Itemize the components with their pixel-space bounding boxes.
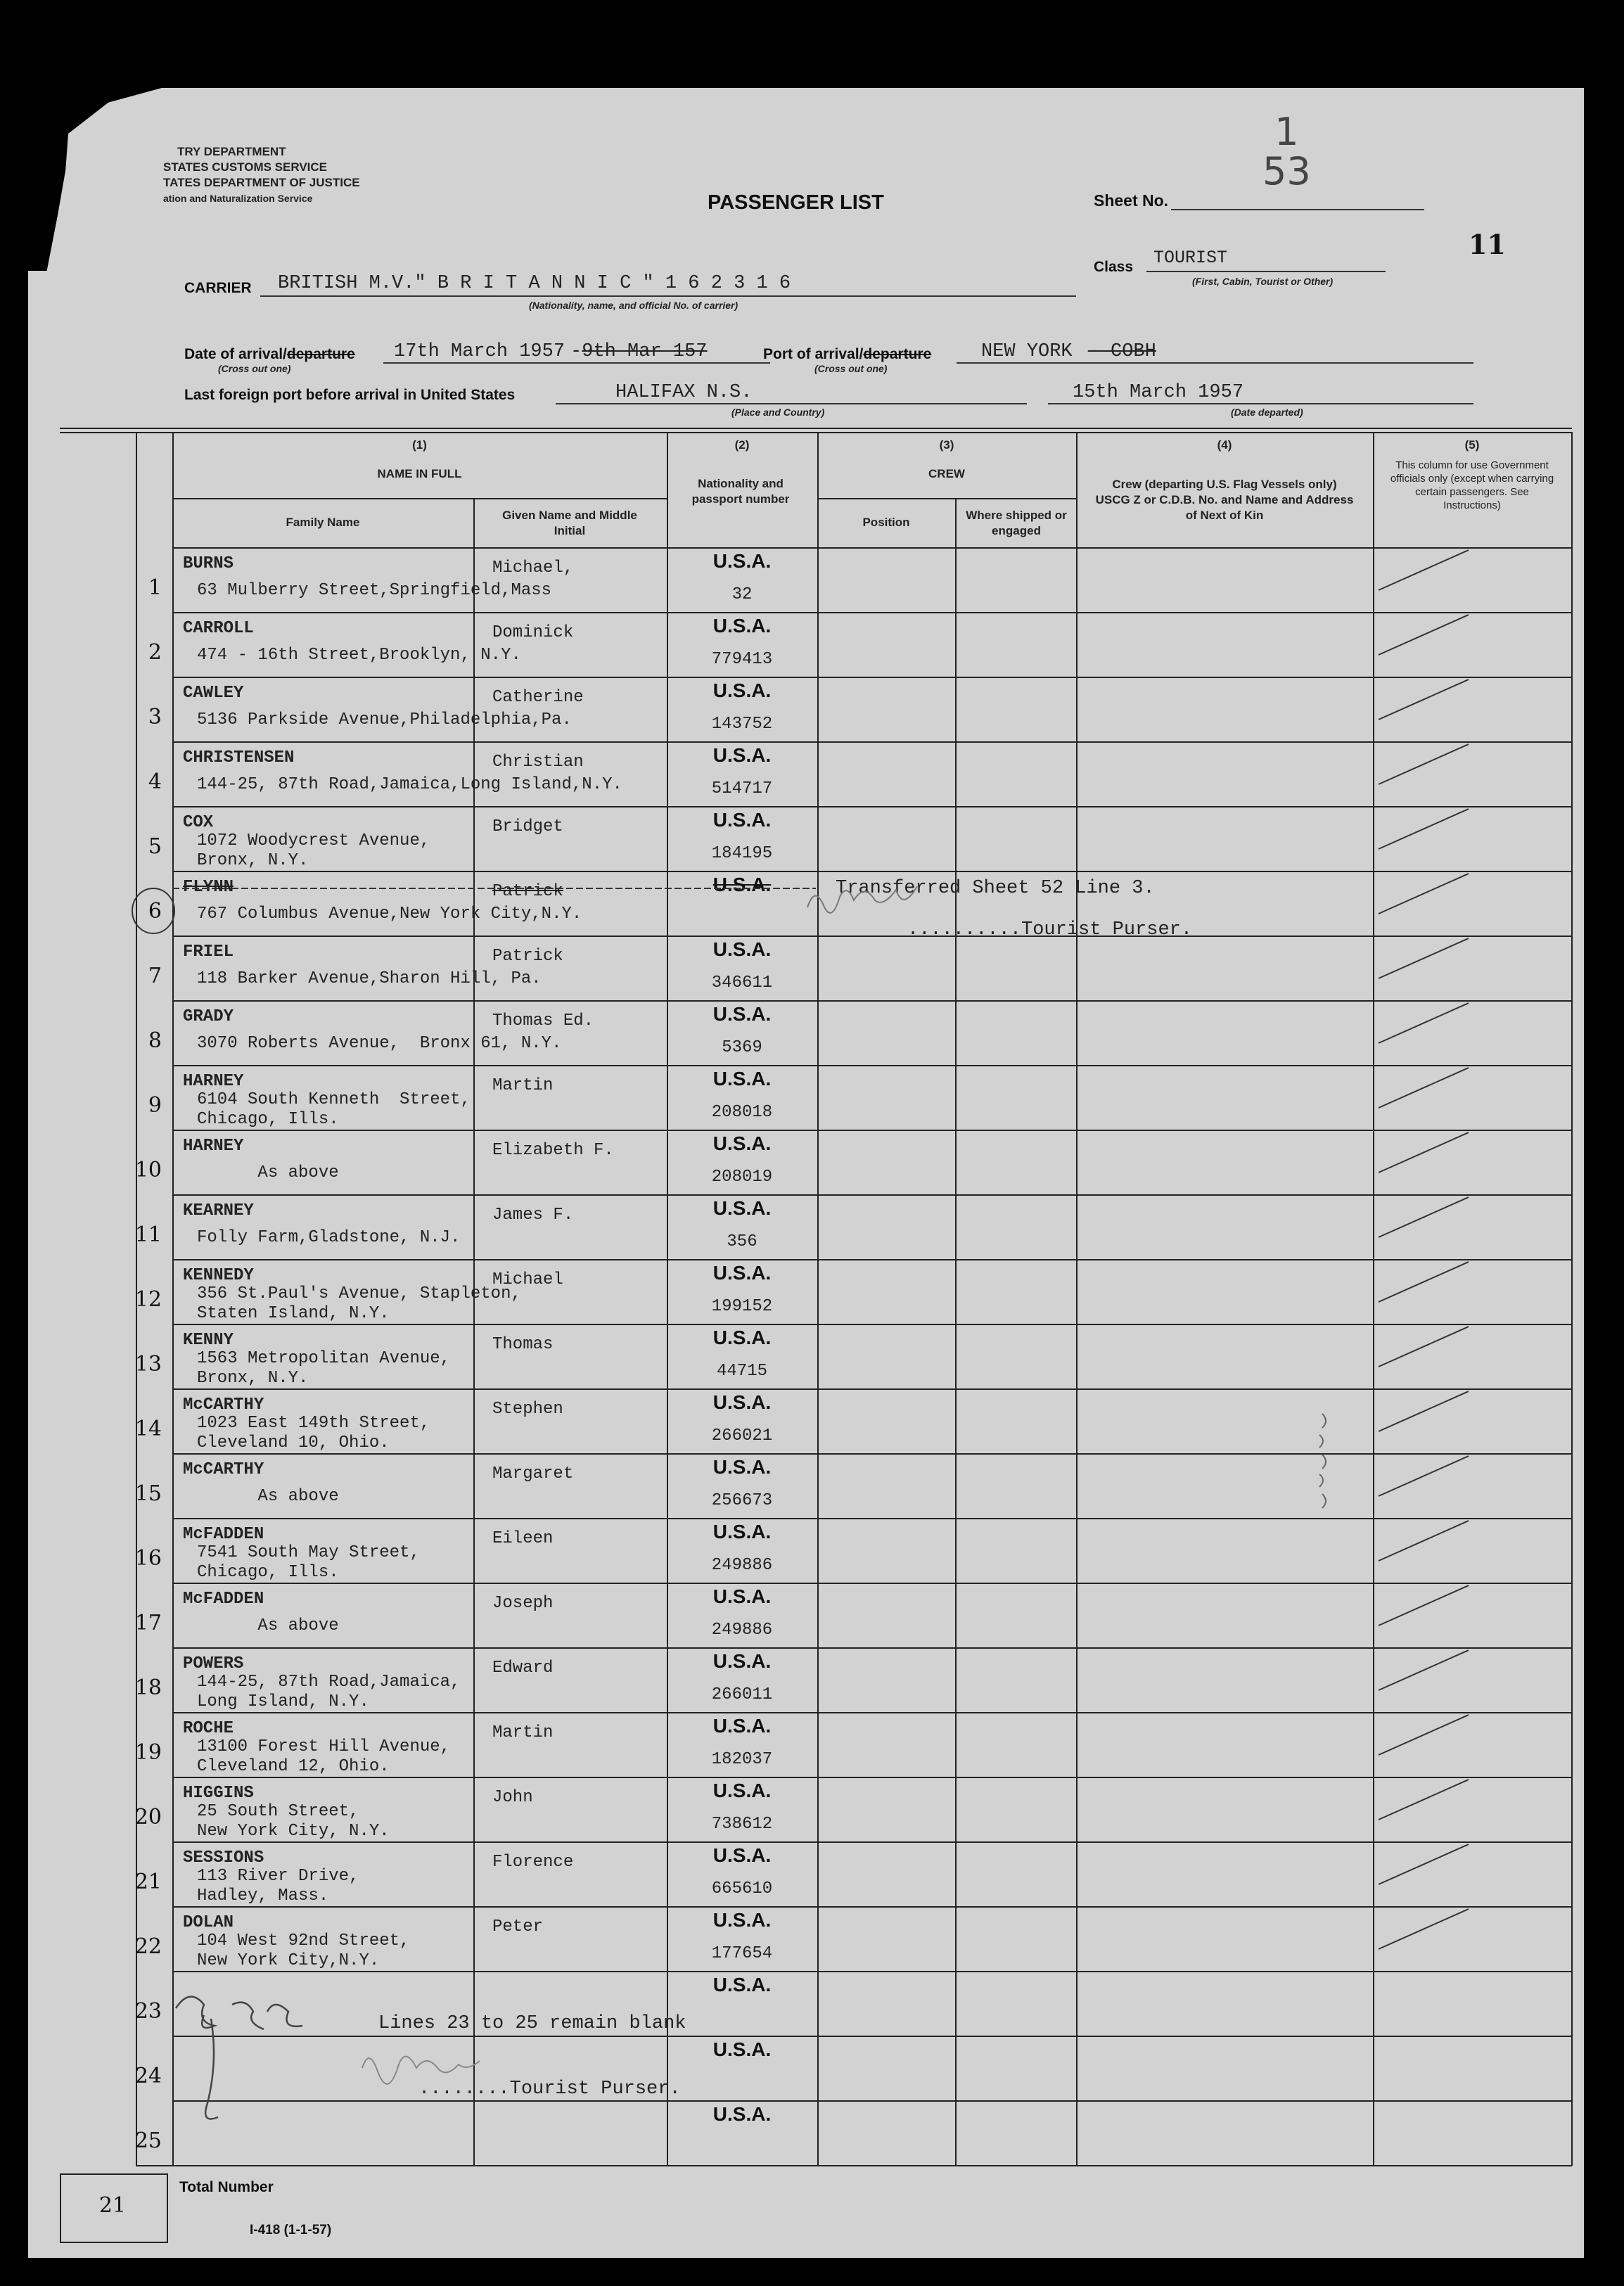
passport-number: 184195 — [711, 844, 773, 863]
row-number: 5 — [148, 834, 162, 859]
nationality: U.S.A. — [712, 938, 772, 960]
line6-circle — [132, 888, 174, 933]
address: 356 St.Paul's Avenue, Stapleton, Staten Island, N.Y. — [197, 1284, 521, 1323]
sheet-no: 53 — [1262, 149, 1311, 193]
address: 63 Mulberry Street,Springfield,Mass — [197, 581, 552, 600]
address: 118 Barker Avenue,Sharon Hill, Pa. — [197, 969, 542, 988]
passport-number: 779413 — [711, 650, 773, 669]
given-name: Catherine — [492, 688, 584, 707]
nationality: U.S.A. — [712, 1456, 772, 1478]
transferred-note: Transferred Sheet 52 Line 3. — [836, 878, 1155, 899]
arrival-date: 17th March 1957 — [394, 341, 565, 362]
family-name: McCARTHY — [183, 1396, 264, 1415]
nationality: U.S.A. — [712, 2038, 772, 2060]
port-hint: (Cross out one) — [814, 363, 888, 374]
family-name: HIGGINS — [183, 1784, 254, 1803]
given-name: Joseph — [492, 1594, 554, 1613]
given-header: Given Name and Middle Initial — [502, 509, 637, 537]
family-name: BURNS — [183, 554, 234, 573]
address: 3070 Roberts Avenue, Bronx 61, N.Y. — [197, 1034, 562, 1053]
nationality: U.S.A. — [712, 1974, 772, 1996]
given-name: John — [492, 1788, 533, 1807]
given-name: Martin — [492, 1076, 554, 1095]
family-name: CAWLEY — [183, 684, 244, 703]
row-number: 16 — [134, 1546, 162, 1571]
family-name: GRADY — [183, 1007, 234, 1026]
given-name: Christian — [492, 753, 584, 772]
nationality: U.S.A. — [712, 1585, 772, 1607]
row-number: 3 — [148, 705, 162, 729]
row-number: 7 — [148, 964, 162, 988]
address: 1072 Woodycrest Avenue, Bronx, N.Y. — [197, 831, 430, 870]
passport-number: 665610 — [711, 1879, 773, 1898]
row-number: 20 — [134, 1805, 162, 1830]
blank-lines-note: Lines 23 to 25 remain blank — [378, 2013, 686, 2034]
col3-number: (3) — [939, 438, 954, 452]
nationality: U.S.A. — [712, 1844, 772, 1866]
family-name: McCARTHY — [183, 1460, 264, 1479]
given-name: Thomas — [492, 1335, 554, 1354]
given-name: Margaret — [492, 1464, 574, 1483]
passport-number: 199152 — [711, 1297, 773, 1316]
nationality: U.S.A. — [712, 1132, 772, 1154]
nationality: U.S.A. — [712, 1327, 772, 1348]
nationality: U.S.A. — [712, 615, 772, 637]
place-hint: (Place and Country) — [731, 407, 825, 418]
address: Folly Farm,Gladstone, N.J. — [197, 1228, 461, 1247]
col5-number: (5) — [1464, 438, 1480, 452]
family-name: ROCHE — [183, 1719, 234, 1738]
given-name: Martin — [492, 1723, 554, 1742]
row-number: 24 — [134, 2064, 162, 2088]
nationality: U.S.A. — [712, 1262, 772, 1284]
passport-number: 182037 — [711, 1750, 773, 1769]
nationality: U.S.A. — [712, 550, 772, 572]
address: 5136 Parkside Avenue,Philadelphia,Pa. — [197, 710, 572, 729]
passport-number: 208019 — [711, 1168, 773, 1187]
address: 6104 South Kenneth Street, Chicago, Ills. — [197, 1090, 471, 1129]
address: As above — [197, 1163, 339, 1182]
nationality: U.S.A. — [712, 744, 772, 766]
family-name: SESSIONS — [183, 1848, 264, 1867]
date-departed-hint: (Date departed) — [1231, 407, 1303, 418]
address: 474 - 16th Street,Brooklyn, N.Y. — [197, 646, 521, 665]
page-title: PASSENGER LIST — [708, 191, 884, 214]
row-number: 17 — [134, 1611, 162, 1635]
given-name: Michael — [492, 1270, 563, 1289]
row-number: 21 — [134, 1870, 162, 1894]
passport-number: 143752 — [711, 715, 773, 734]
family-name: McFADDEN — [183, 1525, 264, 1544]
nationality: U.S.A. — [712, 2103, 772, 2125]
shipped-header: Where shipped or engaged — [966, 509, 1067, 537]
passport-number: 44715 — [716, 1362, 767, 1381]
address: 113 River Drive, Hadley, Mass. — [197, 1867, 359, 1905]
sheet-label: Sheet No. — [1094, 191, 1169, 210]
row-number: 22 — [134, 1934, 162, 1959]
departure-word: departure — [286, 346, 355, 362]
arrival-value: 17th March 1957 -9th Mar 157 — [394, 341, 708, 362]
row-number: 9 — [148, 1093, 162, 1118]
arrival-struck: 9th Mar 157 — [582, 341, 708, 362]
given-name: Stephen — [492, 1400, 563, 1419]
carrier-value: BRITISH M.V." B R I T A N N I C " 1 6 2 3 1 6 — [278, 273, 791, 294]
form-number: I-418 (1-1-57) — [250, 2223, 332, 2237]
passport-number: 266021 — [711, 1426, 773, 1445]
last-port-label: Last foreign port before arrival in United States — [184, 387, 516, 403]
signature-1 — [807, 886, 917, 913]
port-struck: - COBH — [1087, 341, 1156, 362]
address: As above — [197, 1487, 339, 1506]
dept-line-1: TRY DEPARTMENT — [177, 145, 286, 158]
row-number: 6 — [148, 899, 162, 924]
nationality: U.S.A. — [712, 1521, 772, 1543]
family-name: KENNEDY — [183, 1266, 254, 1285]
passport-number: 208018 — [711, 1103, 773, 1122]
given-name: Elizabeth F. — [492, 1141, 614, 1160]
row-number: 8 — [148, 1028, 162, 1053]
dept-line-2: STATES CUSTOMS SERVICE — [163, 160, 328, 174]
col4-title: Crew (departing U.S. Flag Vessels only) USCG Z or C.D.B. No. and Name and Address of Next of Kin — [1095, 478, 1354, 522]
passport-number: 738612 — [711, 1815, 773, 1834]
address: 144-25, 87th Road,Jamaica,Long Island,N.Y. — [197, 775, 622, 794]
nationality: U.S.A. — [712, 1391, 772, 1413]
given-name: Dominick — [492, 623, 574, 642]
margin-marks — [1319, 1414, 1326, 1508]
class-label: Class — [1094, 259, 1134, 275]
class-hint: (First, Cabin, Tourist or Other) — [1192, 276, 1334, 287]
family-name: HARNEY — [183, 1072, 244, 1091]
col1-title: NAME IN FULL — [377, 467, 462, 480]
dept-line-3: TATES DEPARTMENT OF JUSTICE — [163, 176, 360, 189]
family-name: KEARNEY — [183, 1201, 254, 1220]
family-name: POWERS — [183, 1654, 244, 1673]
row-number: 1 — [148, 575, 162, 600]
address: 1563 Metropolitan Avenue, Bronx, N.Y. — [197, 1349, 451, 1388]
given-name: Bridget — [492, 817, 563, 836]
nationality: U.S.A. — [712, 1909, 772, 1931]
port-arrival: NEW YORK — [981, 341, 1073, 362]
carrier-hint: (Nationality, name, and official No. of carrier) — [529, 300, 739, 311]
col4-number: (4) — [1217, 438, 1232, 452]
arrival-hint: (Cross out one) — [218, 363, 291, 374]
port-word: Port of arrival/ — [763, 346, 864, 362]
col2-title: Nationality and passport number — [691, 477, 790, 506]
row-number: 23 — [134, 1999, 162, 2024]
handwritten-initials — [176, 1997, 302, 2119]
col1-number: (1) — [412, 438, 427, 452]
family-name: HARNEY — [183, 1137, 244, 1156]
col3-title: CREW — [928, 467, 965, 480]
last-port-value: HALIFAX N.S. — [615, 382, 753, 403]
family-name: FLYNN — [183, 878, 234, 897]
family-name: DOLAN — [183, 1913, 234, 1932]
family-name: CARROLL — [183, 619, 254, 638]
total-value: 21 — [98, 2193, 127, 2218]
passport-number: 249886 — [711, 1556, 773, 1575]
family-name: KENNY — [183, 1331, 234, 1350]
family-name: McFADDEN — [183, 1590, 264, 1609]
dept-line-4: ation and Naturalization Service — [163, 193, 313, 204]
nationality: U.S.A. — [712, 1003, 772, 1025]
nationality: U.S.A. — [712, 1068, 772, 1090]
given-name: Eileen — [492, 1529, 554, 1548]
date-departed-value: 15th March 1957 — [1073, 382, 1244, 403]
nationality: U.S.A. — [712, 679, 772, 701]
port-departure-word: departure — [863, 346, 932, 362]
passport-number: 177654 — [711, 1944, 773, 1963]
passport-number: 32 — [731, 585, 753, 604]
row-number: 15 — [134, 1481, 162, 1506]
passport-number: 356 — [727, 1232, 757, 1251]
address: 144-25, 87th Road,Jamaica, Long Island, N.Y. — [197, 1673, 461, 1711]
given-name: Peter — [492, 1917, 544, 1936]
signature-2 — [362, 2057, 480, 2084]
row-number: 18 — [134, 1675, 162, 1700]
address: As above — [197, 1616, 339, 1635]
family-header: Family Name — [286, 516, 360, 529]
passport-number: 256673 — [711, 1491, 773, 1510]
address: 1023 East 149th Street, Cleveland 10, Ohio. — [197, 1414, 430, 1452]
given-name: James F. — [492, 1206, 574, 1225]
passport-number: 266011 — [711, 1685, 773, 1704]
col2-number: (2) — [734, 438, 750, 452]
row-number: 13 — [134, 1352, 162, 1377]
nationality: U.S.A. — [712, 809, 772, 831]
passport-number: 5369 — [722, 1038, 762, 1057]
family-name: CHRISTENSEN — [183, 748, 295, 767]
given-name: Michael, — [492, 558, 574, 577]
row-number: 2 — [148, 640, 162, 665]
purser-note-1: ..........Tourist Purser. — [907, 919, 1193, 940]
row-number: 12 — [134, 1287, 162, 1312]
row-number: 25 — [134, 2128, 162, 2153]
class-value: TOURIST — [1153, 248, 1228, 268]
total-label: Total Number — [179, 2179, 274, 2195]
nationality: U.S.A. — [712, 1650, 772, 1672]
family-name: COX — [183, 813, 214, 832]
passport-number: 346611 — [711, 973, 773, 992]
row-number: 11 — [134, 1222, 162, 1247]
carrier-label: CARRIER — [184, 280, 252, 296]
address: 7541 South May Street, Chicago, Ills. — [197, 1543, 420, 1582]
address: 25 South Street, New York City, N.Y. — [197, 1802, 390, 1841]
given-name: Patrick — [492, 947, 563, 966]
row-number: 14 — [134, 1417, 162, 1441]
sheet-top: 1 — [1274, 110, 1299, 154]
col5-title: This column for use Government officials only (except when carrying certain passengers. See Instructions) — [1390, 459, 1554, 511]
arrival-word: Date of arrival/ — [184, 346, 287, 362]
row-number: 10 — [134, 1158, 162, 1182]
family-name: FRIEL — [183, 943, 234, 962]
nationality: U.S.A. — [712, 1715, 772, 1737]
given-name: Thomas Ed. — [492, 1011, 594, 1030]
nationality: U.S.A. — [712, 1780, 772, 1801]
given-name: Florence — [492, 1853, 574, 1872]
given-name: Edward — [492, 1659, 554, 1678]
row-number: 4 — [148, 770, 162, 794]
row-number: 19 — [134, 1740, 162, 1765]
nationality: U.S.A. — [712, 874, 772, 895]
position-header: Position — [862, 516, 910, 529]
nationality: U.S.A. — [712, 1197, 772, 1219]
address: 104 West 92nd Street, New York City,N.Y. — [197, 1931, 410, 1970]
purser-note-2: ........Tourist Purser. — [418, 2079, 681, 2100]
passport-number: 249886 — [711, 1621, 773, 1640]
corner-number: 11 — [1469, 229, 1506, 260]
given-name: Patrick — [492, 882, 563, 901]
passport-number: 514717 — [711, 779, 773, 798]
address: 13100 Forest Hill Avenue, Cleveland 12, Ohio. — [197, 1737, 451, 1776]
address: 767 Columbus Avenue,New York City,N.Y. — [197, 905, 582, 924]
